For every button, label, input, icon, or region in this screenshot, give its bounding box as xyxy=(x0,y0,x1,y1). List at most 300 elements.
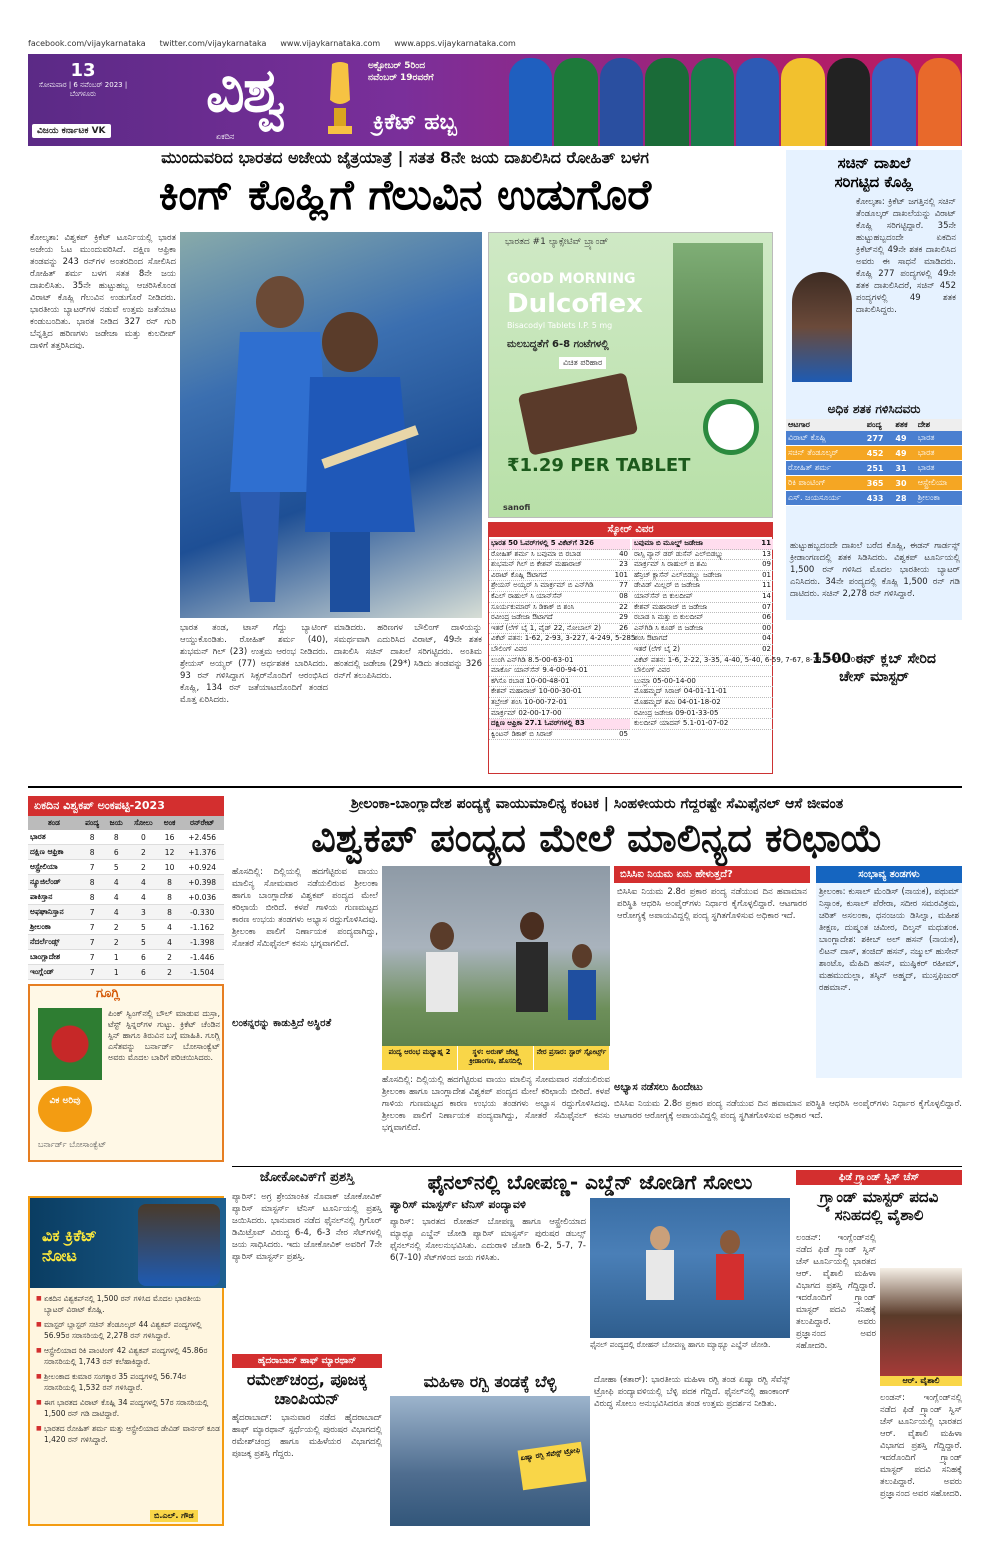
standings-cell: ಪಾಕಿಸ್ತಾನ xyxy=(28,890,80,905)
standings-cell: -1.504 xyxy=(180,965,224,980)
scorecard-row xyxy=(489,687,630,698)
bopanna-body: ಪ್ಯಾರಿಸ್: ಭಾರತದ ರೋಹನ್ ಬೋಪಣ್ಣ ಹಾಗೂ ಆಸ್ಟ್ರೇಲಿಯಾದ ಮ್ಯಾಥ್ಯೂ ಎಬ್ಡೆನ್ ಜೋಡಿ ಪ್ಯಾರಿಸ್ ಮಾಸ್ಟರ್ಸ್ ಪುರುಷರ ಡಬಲ್ಸ್ ಫೈನಲ್‌ನಲ್ಲಿ ಸೋಲನುಭವಿಸಿತು. ಎದುರಾಳಿ ಜೋಡಿ 6-2, 5-7, 7-6(7-10) ಸೆಟ್‌ಗಳಿಂದ ಜಯ ಗಳಿಸಿತು. xyxy=(390,1217,586,1263)
standings-cell: -1.162 xyxy=(180,920,224,935)
scorecard-runs: 77 xyxy=(619,581,628,590)
standings-row xyxy=(28,965,224,980)
standings-cell: 7 xyxy=(80,905,105,920)
sachin-record-title: ಸಚಿನ್ ದಾಖಲೆ ಸರಿಗಟ್ಟಿದ ಕೊಹ್ಲಿ xyxy=(834,154,914,191)
standings-cell: 4 xyxy=(104,890,127,905)
googli-body: ಪಿಂಕ್ ಸ್ವಿಂಗ್‌ನಲ್ಲಿ ಬೌಲ್ ಮಾಡುವ ದುಸ್ರಾ, ಟೆಸ್ಟ್ ಸ್ಪಿನ್ನರ್‌ಗಳ ಗುಟ್ಟು. ಕ್ರಿಕೆಟ್ ಚೆಂಡಿನ ಸ್ಪಿನ್ ಹಾಗೂ ತಿರುವಿನ ಬಗ್ಗೆ ಮಾಹಿತಿ. ಗೂಗ್ಲಿ ಎಸೆತವನ್ನು ಬರ್ನಾರ್ಡ್ ಬೋಸಾಂಕ್ವೆಟ್ ಅವರು ಮೊದಲ ಬಾರಿಗೆ ಪರಿಚಯಿಸಿದರು. xyxy=(108,1009,220,1062)
fide-body: ಲಂಡನ್: ಇಂಗ್ಲೆಂಡ್‌ನಲ್ಲಿ ನಡೆದ ಫಿಡೆ ಗ್ರ್ಯಾಂಡ್ ಸ್ವಿಸ್ ಚೆಸ್ ಟೂರ್ನಿಯಲ್ಲಿ ಭಾರತದ ಆರ್. ವೈಶಾಲಿ ಮಹಿಳಾ ವಿಭಾಗದ ಪ್ರಶಸ್ತಿ ಗೆದ್ದಿದ್ದಾರೆ. ಇದರೊಂದಿಗೆ ಗ್ರ್ಯಾಂಡ್ ಮಾಸ್ಟರ್ ಪದವಿ ಸನಿಹಕ್ಕೆ ತಲುಪಿದ್ದಾರೆ. ಅವರು ಪ್ರಜ್ಞಾನಂದ ಅವರ ಸಹೋದರಿ. xyxy=(796,1233,876,1351)
standings-cell: 5 xyxy=(128,935,159,950)
scorecard-row xyxy=(489,550,630,561)
standings-cell: ಆಸ್ಟ್ರೇಲಿಯಾ xyxy=(28,860,80,875)
centuries-cell: ವಿರಾಟ್ ಕೊಹ್ಲಿ xyxy=(786,431,865,446)
centuries-row xyxy=(786,461,962,476)
scorecard-entry: ಕೇಶವ್ ಮಹಾರಾಜ್ 10-00-30-01 xyxy=(491,687,582,696)
scorecard-row xyxy=(489,666,630,677)
scorecard-entry: ಮೊಹಮ್ಮದ್ ಸಿರಾಜ್ 04-01-11-01 xyxy=(634,687,728,696)
scorecard-runs: 05 xyxy=(619,729,628,738)
most-centuries-table xyxy=(786,400,962,506)
player-figure xyxy=(872,58,915,146)
googli-title: ಗೂಗ್ಲಿ xyxy=(96,986,120,1001)
social-links xyxy=(28,36,516,50)
standings-cell: 7 xyxy=(80,920,105,935)
scorecard-entry: ಮೊಹಮ್ಮದ್ ಶಮಿ 04-01-18-02 xyxy=(634,697,721,706)
caption-venue: ಸ್ಥಳ: ಅರುಣ್ ಜೇಟ್ಲಿ ಕ್ರೀಡಾಂಗಣ, ಹೊಸದಿಲ್ಲಿ xyxy=(458,1046,534,1070)
scorecard-entry: ಮಾರ್ಕೊ ಯಾನ್‌ಸೆನ್ 9.4-00-94-01 xyxy=(491,666,588,675)
tennis-photo xyxy=(590,1198,790,1338)
standings-cell: 8 xyxy=(80,845,105,860)
bcci-rule-body: ಬಿಸಿಸಿಐ ನಿಯಮ 2.8ರ ಪ್ರಕಾರ ಪಂದ್ಯ ನಡೆಯುವ ದಿನ ಹವಾಮಾನ ಪರಿಸ್ಥಿತಿ ಆಧರಿಸಿ ಅಂಪೈರ್‌ಗಳು ನಿರ್ಧಾರ ಕೈಗೊಳ್ಳಲಿದ್ದಾರೆ. ಆಟಗಾರರ ಆರೋಗ್ಯಕ್ಕೆ ಅಪಾಯವಿದ್ದಲ್ಲಿ ಪಂದ್ಯ ಸ್ಥಗಿತಗೊಳಿಸುವ ಅಧಿಕಾರ ಇದೆ. xyxy=(617,887,807,921)
standings-row xyxy=(28,830,224,845)
scorecard-runs: 40 xyxy=(619,549,628,558)
ad-tagline: ಮಲಬದ್ಧತೆಗೆ 6-8 ಗಂಟೆಗಳಲ್ಲಿ xyxy=(507,339,609,350)
scorecard-entry: ಮಾರ್ಕ್ರಮ್ 02-00-17-00 xyxy=(491,708,562,717)
player-figure xyxy=(918,58,961,146)
scorecard-entry: ಶ್ರೇಯಸ್ ಅಯ್ಯರ್ ಸಿ ಮಾರ್ಕ್ರಮ್ ಬಿ ಎನ್‌ಗಿಡಿ xyxy=(491,581,594,590)
centuries-row xyxy=(786,491,962,506)
caption-match-start: ಪಂದ್ಯ ಆರಂಭ ಮಧ್ಯಾಹ್ನ 2 xyxy=(382,1046,458,1070)
standings-cell: 4 xyxy=(159,935,180,950)
scorecard-row xyxy=(632,624,773,635)
player-figure xyxy=(827,58,870,146)
standings-row xyxy=(28,950,224,965)
scorecard-row xyxy=(632,719,773,730)
standings-cell: +0.398 xyxy=(180,875,224,890)
points-table xyxy=(28,796,224,980)
scorecard-entry: ವಿಕೆಟ್ ಪತನ: 1-6, 2-22, 3-35, 4-40, 5-40, 6-59, 7-67, 8-79, 9-79, 10-83 xyxy=(634,655,867,664)
player-figure xyxy=(691,58,734,146)
ad-price: ₹1.29 PER TABLET xyxy=(507,455,691,476)
scorecard-row xyxy=(489,603,630,614)
fide-tag: ಫಿಡೆ ಗ್ರ್ಯಾಂಡ್ ಸ್ವಿಸ್ ಚೆಸ್ xyxy=(796,1170,962,1185)
standings-cell: 8 xyxy=(80,830,105,845)
scorecard-runs: 11 xyxy=(762,581,771,590)
standings-cell: +1.376 xyxy=(180,845,224,860)
centuries-cell: 30 xyxy=(893,476,915,491)
standings-cell: 1 xyxy=(104,965,127,980)
player-figure xyxy=(645,58,688,146)
standings-cell: 5 xyxy=(128,920,159,935)
standings-cell: 8 xyxy=(104,830,127,845)
standings-cell: 8 xyxy=(159,875,180,890)
list-item: ■ ಭಾರತದ ರೋಹಿತ್ ಶರ್ಮ ಮತ್ತು ಆಸ್ಟ್ರೇಲಿಯಾದ ಡೇವಿಡ್ ವಾರ್ನರ್ ಕೂಡ 1,420 ರನ್ ಗಳಿಸಿದ್ದಾರೆ. xyxy=(36,1424,220,1445)
issue-day-number: 13 xyxy=(70,60,96,81)
standings-cell: 4 xyxy=(104,905,127,920)
ad-good-morning: GOOD MORNING xyxy=(507,271,636,287)
facebook-link[interactable]: facebook.com/vijaykarnataka xyxy=(28,38,146,48)
scorecard-entry: ರೋಹಿತ್ ಶರ್ಮ ಸಿ ಬವುಮಾ ಬಿ ರಬಾಡ xyxy=(491,549,581,558)
list-item: ■ ಈಗ ಭಾರತದ ವಿರಾಟ್ ಕೊಹ್ಲಿ 34 ಪಂದ್ಯಗಳಲ್ಲಿ 57ರ ಸರಾಸರಿಯಲ್ಲಿ 1,500 ರನ್ ಗಡಿ ದಾಟಿದ್ದಾರೆ. xyxy=(36,1398,220,1419)
lead-column-1: ಕೋಲ್ಕತಾ: ವಿಶ್ವಕಪ್ ಕ್ರಿಕೆಟ್ ಟೂರ್ನಿಯಲ್ಲಿ ಭಾರತ ಅಜೇಯ ಓಟ ಮುಂದುವರಿಸಿದೆ. ದಕ್ಷಿಣ ಆಫ್ರಿಕಾ ತಂಡವನ್ನು 243 ರನ್‌ಗಳ ಅಂತರದಿಂದ ಸೋಲಿಸಿದ ರೋಹಿತ್ ಶರ್ಮ ಬಳಗ ಸತತ 8ನೇ ಜಯ ದಾಖಲಿಸಿತು. 35ನೇ ಹುಟ್ಟುಹಬ್ಬ ಆಚರಿಸಿಕೊಂಡ ವಿರಾಟ್ ಕೊಹ್ಲಿ ಗೆಲುವಿನ ಉಡುಗೊರೆ ನೀಡಿದರು. ಭಾರತೀಯ ಬ್ಯಾಟರ್‌ಗಳ ನಡುವೆ ಉತ್ತಮ ಜತೆಯಾಟ ಕಂಡುಬಂದಿತು. ಭಾರತ ನೀಡಿದ 327 ರನ್ ಗುರಿ ಬೆನ್ನತ್ತಿದ ಹರಿಣಗಳು ಜಡೇಜಾ ಮತ್ತು ಕುಲದೀಪ್ ದಾಳಿಗೆ ತತ್ತರಿಸಿದವು. xyxy=(30,233,176,351)
centuries-cell: ಭಾರತ xyxy=(916,431,962,446)
centuries-cell: 28 xyxy=(893,491,915,506)
most-centuries-title: ಅಧಿಕ ಶತಕ ಗಳಿಸಿದವರು xyxy=(827,402,921,416)
pollution-body: ಹೊಸದಿಲ್ಲಿ: ದಿಲ್ಲಿಯಲ್ಲಿ ಹದಗೆಟ್ಟಿರುವ ವಾಯು ಮಾಲಿನ್ಯ ಸೋಮವಾರ ನಡೆಯಲಿರುವ ಶ್ರೀಲಂಕಾ ಹಾಗೂ ಬಾಂಗ್ಲಾದೇಶ ವಿಶ್ವಕಪ್ ಪಂದ್ಯದ ಮೇಲೆ ಕರಿಛಾಯೆ ಬೀರಿದೆ. ಕಳಪೆ ಗಾಳಿಯ ಗುಣಮಟ್ಟದ ಕಾರಣ ಉಭಯ ತಂಡಗಳು ಅಭ್ಯಾಸ ರದ್ದುಗೊಳಿಸಿದವು. ಶ್ರೀಲಂಕಾ ಪಾಲಿಗೆ ನಿರ್ಣಾಯಕ ಪಂದ್ಯವಾಗಿದ್ದು, ಸೋತರೆ ಸೆಮಿಫೈನಲ್ ಕನಸು ಭಗ್ನವಾಗಲಿದೆ. xyxy=(232,867,378,949)
col-won: ಜಯ xyxy=(104,816,127,830)
caption-broadcast: ನೇರ ಪ್ರಸಾರ: ಸ್ಟಾರ್ ಸ್ಪೋರ್ಟ್ಸ್ xyxy=(534,1046,610,1070)
player-figure xyxy=(736,58,779,146)
scorecard-entry: ಬೌಲಿಂಗ್ ವಿವರ xyxy=(491,644,527,653)
centuries-table xyxy=(786,419,962,506)
practice-image xyxy=(382,866,610,1046)
standings-cell: ನ್ಯೂಜಿಲೆಂಡ್ xyxy=(28,875,80,890)
scorecard-row xyxy=(489,613,630,624)
tournament-dates: ಅಕ್ಟೋಬರ್ 5ರಿಂದ ನವೆಂಬರ್ 19ರವರೆಗೆ xyxy=(368,61,434,83)
banner-cricket-habba: ಕ್ರಿಕೆಟ್ ಹಬ್ಬ xyxy=(373,110,457,135)
player-figure xyxy=(600,58,643,146)
centuries-cell: 277 xyxy=(865,431,894,446)
brand-logo-icon xyxy=(703,399,759,455)
col-centuries: ಶತಕ xyxy=(893,419,915,431)
standings-cell: -0.330 xyxy=(180,905,224,920)
standings-row xyxy=(28,920,224,935)
scorecard-runs: 14 xyxy=(762,591,771,600)
col-lost: ಸೋಲು xyxy=(128,816,159,830)
scorecard-runs: 09 xyxy=(762,560,771,569)
scorecard-row xyxy=(489,592,630,603)
scorecard-entry: ಡೇವಿಡ್ ಮಿಲ್ಲರ್ ಬಿ ಜಡೇಜಾ xyxy=(634,581,701,590)
cricket-nota-title: ವಿಕ ಕ್ರಿಕೆಟ್ ನೋಟ xyxy=(42,1226,97,1265)
scorecard-row xyxy=(632,634,773,645)
scorecard-row xyxy=(489,539,630,550)
standings-cell: 8 xyxy=(159,905,180,920)
standings-cell: 4 xyxy=(128,890,159,905)
scorecard-row xyxy=(489,677,630,688)
scorecard-entry: ಇತರೆ (ಲೆಗ್ ಬೈ 1, ವೈಡ್ 22, ನೋಬಾಲ್ 2) xyxy=(491,623,602,632)
scorecard-entry: ಬವುಮಾ ಬಿ ಮೂಲ್ಡ್ ಜಡೇಜಾ xyxy=(634,539,703,547)
ad-brand-line: ಭಾರತದ #1 ಲ್ಯಾಕ್ಸೇಟಿವ್ ಬ್ರ್ಯಾಂಡ್ xyxy=(505,237,609,247)
scorecard-entry: ಶಂಸಿ ಔಟಾಗದೆ xyxy=(634,634,668,643)
tennis-image xyxy=(590,1198,790,1338)
standings-cell: 7 xyxy=(80,860,105,875)
standings-cell: 2 xyxy=(159,965,180,980)
standings-cell: 7 xyxy=(80,965,105,980)
scorecard-row xyxy=(489,645,630,656)
players-masks-photo xyxy=(382,866,610,1070)
centuries-cell: ಭಾರತ xyxy=(916,446,962,461)
paper-logo: ವಿಜಯ ಕರ್ನಾಟಕ VK xyxy=(32,124,111,138)
lead-kicker: ಮುಂದುವರಿದ ಭಾರತದ ಅಜೇಯ ಜೈತ್ರಯಾತ್ರೆ | ಸತತ 8ನೇ ಜಯ ದಾಖಲಿಸಿದ ರೋಹಿತ್ ಬಳಗ xyxy=(161,148,649,167)
cricket-nota-credit: ಬಿ.ಎಲ್. ಗೌಡ xyxy=(150,1510,198,1522)
lead-column-3: ಭಾರತ ತಂಡ, ಟಾಸ್ ಗೆದ್ದು ಬ್ಯಾಟಿಂಗ್ ಆಯ್ದುಕೊಂಡಿತು. ರೋಹಿತ್ ಶರ್ಮ (40), ಶುಭಮನ್ ಗಿಲ್ (23) ಉತ್ತಮ ಆರಂಭ ನೀಡಿದರು. ಶ್ರೇಯಸ್ ಅಯ್ಯರ್ (77) ಅರ್ಧಶತಕ ಬಾರಿಸಿದರು. 93 ರನ್ ಗಳಿಸಿದ್ದಾಗ ಸಿಕ್ಸರ್‌ನೊಂದಿಗೆ ಆರಂಭಿಸಿದ ಕೊಹ್ಲಿ, 134 ರನ್ ಜತೆಯಾಟದೊಂದಿಗೆ ತಂಡದ ಮೊತ್ತ ಏರಿಸಿದರು. xyxy=(180,623,328,705)
scorecard-right-column xyxy=(632,539,867,730)
vaishali-photo xyxy=(880,1268,962,1386)
scorecard-row xyxy=(489,634,636,645)
scorecard-row xyxy=(632,571,773,582)
section-divider xyxy=(232,1166,962,1167)
dulcoflex-advertisement[interactable] xyxy=(488,232,773,518)
scorecard-runs: 29 xyxy=(619,613,628,622)
standings-row xyxy=(28,860,224,875)
ad-tagline-2: ವಿಚಿತ ಪರಿಹಾರ xyxy=(559,357,606,369)
tablet-strip-image xyxy=(518,372,638,456)
ad-product-sub: Bisacodyl Tablets I.P. 5 mg xyxy=(507,321,613,330)
scorecard-entry: ಎನ್‌ಗಿಡಿ ಸಿ ಕೂಡ್ ಬಿ ಜಡೇಜಾ xyxy=(634,623,704,632)
standings-cell: ಇಂಗ್ಲೆಂಡ್ xyxy=(28,965,80,980)
standings-row xyxy=(28,875,224,890)
standings-cell: 8 xyxy=(80,875,105,890)
col-played: ಪಂದ್ಯ xyxy=(80,816,105,830)
pollution-subhead: ಲಂಕನ್ನರನ್ನು ಕಾಡುತ್ತಿದೆ ಅಸ್ಥಿರತೆ xyxy=(232,1018,332,1029)
rugby-body: ದೋಹಾ (ಕತಾರ್): ಭಾರತೀಯ ಮಹಿಳಾ ರಗ್ಬಿ ತಂಡ ಏಷ್ಯಾ ರಗ್ಬಿ ಸೆವೆನ್ಸ್ ಟ್ರೋಫಿ ಪಂದ್ಯಾವಳಿಯಲ್ಲಿ ಬೆಳ್ಳಿ ಪದಕ ಗೆದ್ದಿದೆ. ಫೈನಲ್‌ನಲ್ಲಿ ಹಾಂಕಾಂಗ್ ವಿರುದ್ಧ ಸೋಲು ಅನುಭವಿಸಿದರೂ ತಂಡ ಉತ್ತಮ ಪ್ರದರ್ಶನ ನೀಡಿತು. xyxy=(594,1375,790,1409)
scorecard-entry: ಸೂರ್ಯಕುಮಾರ್ ಸಿ ಡಿಕಾಕ್ ಬಿ ಶಂಸಿ xyxy=(491,602,575,611)
list-item: ■ ಶ್ರೀಲಂಕಾದ ಕುಮಾರ ಸಂಗಕ್ಕಾರ 35 ಪಂದ್ಯಗಳಲ್ಲಿ 56.74ರ ಸರಾಸರಿಯಲ್ಲಿ 1,532 ರನ್ ಗಳಿಸಿದ್ದಾರೆ. xyxy=(36,1372,220,1393)
pollution-headline: ವಿಶ್ವಕಪ್ ಪಂದ್ಯದ ಮೇಲೆ ಮಾಲಿನ್ಯದ ಕರಿಛಾಯೆ xyxy=(311,815,883,860)
standings-row xyxy=(28,935,224,950)
standings-cell: 4 xyxy=(128,875,159,890)
standings-cell: ಬಾಂಗ್ಲಾದೇಶ xyxy=(28,950,80,965)
hyderabad-tag: ಹೈದರಾಬಾದ್ ಹಾಫ್ ಮ್ಯಾರಥಾನ್ xyxy=(232,1354,382,1368)
practice-subhead: ಅಭ್ಯಾಸ ನಡೆಸಲು ಹಿಂದೇಟು xyxy=(614,1082,703,1093)
scorecard-entry: ಬೌಲಿಂಗ್ ವಿವರ xyxy=(634,666,670,675)
standings-cell: 2 xyxy=(128,860,159,875)
scorecard-row xyxy=(489,709,630,720)
scorecard-entry: ಕೆಎಲ್ ರಾಹುಲ್ ಸಿ ಯಾನ್‌ಸೆನ್ xyxy=(491,591,563,600)
bopanna-subhead: ಪ್ಯಾರಿಸ್ ಮಾಸ್ಟರ್ಸ್ ಟೆನಿಸ್ ಪಂದ್ಯಾವಳಿ xyxy=(390,1198,526,1211)
list-item: ■ ಏಕದಿನ ವಿಶ್ವಕಪ್‌ನಲ್ಲಿ 1,500 ರನ್ ಗಳಿಸಿದ ಮೊದಲ ಭಾರತೀಯ ಬ್ಯಾಟರ್ ವಿರಾಟ್ ಕೊಹ್ಲಿ. xyxy=(36,1294,220,1315)
batsmen-image xyxy=(180,232,482,618)
scorecard-row xyxy=(632,560,773,571)
standings-cell: 3 xyxy=(128,905,159,920)
cricket-nota-header xyxy=(30,1198,226,1288)
scorecard-title: ಸ್ಕೋರ್ ವಿವರ xyxy=(489,523,772,537)
scorecard-entry: ರವೀಂದ್ರ ಜಡೇಜಾ 09-01-33-05 xyxy=(634,708,719,717)
section-divider xyxy=(28,786,962,788)
scorecard-runs: 11 xyxy=(761,539,771,547)
googli-box xyxy=(28,984,224,1162)
standings-cell: 4 xyxy=(159,920,180,935)
standings-cell: 7 xyxy=(80,950,105,965)
standings-cell: 8 xyxy=(159,890,180,905)
photo-captions xyxy=(382,1046,610,1070)
world-cup-banner xyxy=(28,54,962,146)
cricket-ball-image xyxy=(38,1008,102,1080)
scorecard-row xyxy=(489,560,630,571)
googli-credit: ಬರ್ನಾರ್ಡ್ ಬೋಸಾಂಕ್ವೆಟ್ xyxy=(38,1140,107,1149)
scorecard-row xyxy=(632,613,773,624)
scorecard xyxy=(488,522,867,774)
probable-teams-title: ಸಂಭಾವ್ಯ ತಂಡಗಳು xyxy=(816,866,962,883)
twitter-link[interactable]: twitter.com/vijaykarnataka xyxy=(159,38,267,48)
standings-cell: 10 xyxy=(159,860,180,875)
scorecard-row xyxy=(489,624,630,635)
issue-date xyxy=(38,60,128,99)
centuries-cell: ರಿಕಿ ಪಾಂಟಿಂಗ್ xyxy=(786,476,865,491)
vaishali-caption: ಆರ್. ವೈಶಾಲಿ xyxy=(880,1376,962,1386)
centuries-cell: ಶ್ರೀಲಂಕಾ xyxy=(916,491,962,506)
scorecard-entry: ರಬಾಡ ಸಿ ಮತ್ತು ಬಿ ಕುಲದೀಪ್ xyxy=(634,613,704,622)
standings-cell: 8 xyxy=(80,890,105,905)
scorecard-entry: ಇತರೆ (ಲೆಗ್ ಬೈ 2) xyxy=(634,644,680,653)
centuries-cell: 433 xyxy=(865,491,894,506)
standings-cell: 2 xyxy=(128,845,159,860)
centuries-row xyxy=(786,431,962,446)
scorecard-row xyxy=(489,656,630,667)
scorecard-row xyxy=(632,655,867,667)
scorecard-row xyxy=(632,645,773,656)
scorecard-runs: 04 xyxy=(762,634,771,643)
centuries-cell: ಸಚಿನ್ ತೆಂಡೂಲ್ಕರ್ xyxy=(786,446,865,461)
scorecard-entry: ಹೆನ್ರಿಚ್ ಕ್ಲಾಸೆನ್ ಎಲ್‌ಬಿಡಬ್ಲ್ಯು ಜಡೇಜಾ xyxy=(634,570,722,579)
standings-cell: +2.456 xyxy=(180,830,224,845)
scorecard-entry: ಕುಲದೀಪ್ ಯಾದವ್ 5.1-01-07-02 xyxy=(634,719,729,728)
scorecard-row xyxy=(489,581,630,592)
scorecard-entry: ಕ್ವಿಂಟನ್ ಡಿಕಾಕ್ ಬಿ ಸಿರಾಜ್ xyxy=(491,729,554,738)
standings-cell: 2 xyxy=(104,920,127,935)
scorecard-runs: 00 xyxy=(762,623,771,632)
hyderabad-body: ಹೈದರಾಬಾದ್: ಭಾನುವಾರ ನಡೆದ ಹೈದರಾಬಾದ್ ಹಾಫ್ ಮ್ಯಾರಥಾನ್ ಸ್ಪರ್ಧೆಯಲ್ಲಿ ಪುರುಷರ ವಿಭಾಗದಲ್ಲಿ ರಮೇಶ್‌ಚಂದ್ರ ಹಾಗೂ ಮಹಿಳೆಯರ ವಿಭಾಗದಲ್ಲಿ ಪೂಜಕ್ಕ ಪ್ರಶಸ್ತಿ ಗೆದ್ದರು. xyxy=(232,1413,382,1459)
player-figure xyxy=(509,58,552,146)
rugby-title: ಮಹಿಳಾ ರಗ್ಬಿ ತಂಡಕ್ಕೆ ಬೆಳ್ಳಿ xyxy=(423,1372,557,1391)
lead-column-4: ಮಾಡಿದರು. ಹರಿಣಗಳ ಬೌಲಿಂಗ್ ದಾಳಿಯನ್ನು ಸಮರ್ಥವಾಗಿ ಎದುರಿಸಿದ ವಿರಾಟ್, 49ನೇ ಶತಕ ದಾಖಲಿಸಿ ಸಚಿನ್ ದಾಖಲೆ ಸರಿಗಟ್ಟಿದರು. ಅಂತಿಮ ಹಂತದಲ್ಲಿ ಜಡೇಜಾ (29*) ಸಿಡಿದು ತಂಡವನ್ನು 326 ರನ್‌ಗೆ ತಲುಪಿಸಿದರು. xyxy=(334,623,482,681)
standings-cell: 12 xyxy=(159,845,180,860)
bcci-body-cont: ಬಿಸಿಸಿಐ ನಿಯಮ 2.8ರ ಪ್ರಕಾರ ಪಂದ್ಯ ನಡೆಯುವ ದಿನ ಹವಾಮಾನ ಪರಿಸ್ಥಿತಿ ಆಧರಿಸಿ ಅಂಪೈರ್‌ಗಳು ನಿರ್ಧಾರ ಕೈಗೊಳ್ಳಲಿದ್ದಾರೆ. ಆಟಗಾರರ ಆರೋಗ್ಯಕ್ಕೆ ಅಪಾಯವಿದ್ದಲ್ಲಿ ಪಂದ್ಯ ಸ್ಥಗಿತಗೊಳಿಸುವ ಅಧಿಕಾರ ಇದೆ. xyxy=(614,1099,962,1121)
scorecard-runs: 22 xyxy=(619,602,628,611)
centuries-cell: 365 xyxy=(865,476,894,491)
banner-ekadina: ಏಕದಿನ xyxy=(216,132,235,141)
centuries-cell: 251 xyxy=(865,461,894,476)
sachin-record-body: ಕೋಲ್ಕತಾ: ಕ್ರಿಕೆಟ್ ಜಗತ್ತಿನಲ್ಲಿ ಸಚಿನ್ ತೆಂಡೂಲ್ಕರ್ ದಾಖಲೆಯನ್ನು ವಿರಾಟ್ ಕೊಹ್ಲಿ ಸರಿಗಟ್ಟಿದ್ದಾರೆ. 35ನೇ ಹುಟ್ಟುಹಬ್ಬದಂದೇ ಏಕದಿನ ಕ್ರಿಕೆಟ್‌ನಲ್ಲಿ 49ನೇ ಶತಕ ದಾಖಲಿಸಿದ ಅವರು ಈ ಸಾಧನೆ ಮಾಡಿದರು. ಕೊಹ್ಲಿ 277 ಪಂದ್ಯಗಳಲ್ಲಿ 49ನೇ ಶತಕ ದಾಖಲಿಸಿದರೆ, ಸಚಿನ್ 452 ಪಂದ್ಯಗಳಲ್ಲಿ 49 ಶತಕ ದಾಖಲಿಸಿದ್ದರು. xyxy=(856,197,956,315)
scorecard-row xyxy=(632,709,773,720)
scorecard-entry: ಮಾರ್ಕ್ರಮ್ ಸಿ ರಾಹುಲ್ ಬಿ ಶಮಿ xyxy=(634,560,708,569)
col-matches: ಪಂದ್ಯ xyxy=(865,419,894,431)
centuries-cell: 49 xyxy=(893,431,915,446)
jokovic-story xyxy=(232,1170,382,1349)
bopanna-title: ಫೈನಲ್‌ನಲ್ಲಿ ಬೋಪಣ್ಣ- ಎಬ್ಡೆನ್ ಜೋಡಿಗೆ ಸೋಲು xyxy=(427,1170,753,1194)
standings-table xyxy=(28,816,224,980)
scorecard-row xyxy=(489,571,630,582)
player-figure xyxy=(554,58,597,146)
standings-cell: ನೆದರ್ಲೆಂಡ್ಸ್ xyxy=(28,935,80,950)
ad-woman-image xyxy=(673,243,763,383)
centuries-cell: 49 xyxy=(893,446,915,461)
standings-cell: 6 xyxy=(128,950,159,965)
kohli-iyer-photo xyxy=(180,232,482,618)
standings-cell: 2 xyxy=(104,935,127,950)
standings-row xyxy=(28,845,224,860)
scorecard-row xyxy=(632,698,773,709)
trophy-icon xyxy=(320,60,360,140)
scorecard-row xyxy=(632,666,773,677)
col-country: ದೇಶ xyxy=(916,419,962,431)
centuries-cell: ಎಸ್. ಜಯಸೂರ್ಯ xyxy=(786,491,865,506)
rugby-trophy-badge: ಏಷ್ಯಾ ರಗ್ಬಿ ಸೆವೆನ್ಸ್ ಟ್ರೋಫಿ xyxy=(518,1442,587,1491)
scorecard-entry: ರಾಸ್ಸಿ ವ್ಯಾನ್ ಡರ್ ಡುಸೆನ್ ಎಲ್‌ಬಿಡಬ್ಲ್ಯು xyxy=(634,549,725,558)
scorecard-entry: ರವೀಂದ್ರ ಜಡೇಜಾ ಔಟಾಗದೆ xyxy=(491,613,553,622)
scorecard-runs: 01 xyxy=(762,570,771,579)
scorecard-entry: ಕಗಿಸೊ ರಬಾಡ 10-00-48-01 xyxy=(491,676,570,685)
cricket-nota-list xyxy=(36,1294,220,1450)
standings-cell: 4 xyxy=(104,875,127,890)
scorecard-entry: ಶುಭಮನ್ ಗಿಲ್ ಬಿ ಕೇಶವ್ ಮಹಾರಾಜ್ xyxy=(491,560,583,569)
scorecard-row xyxy=(489,719,630,730)
jokovic-title: ಜೋಕೋವಿಕ್‌ಗೆ ಪ್ರಶಸ್ತಿ xyxy=(259,1170,355,1185)
ad-company: sanofi xyxy=(503,503,531,512)
scorecard-runs: 26 xyxy=(619,623,628,632)
centuries-cell: ಭಾರತ xyxy=(916,461,962,476)
hyderabad-title: ರಮೇಶ್‌ಚಂದ್ರ, ಪೂಜಕ್ಕ ಚಾಂಪಿಯನ್ xyxy=(246,1370,368,1408)
scorecard-runs: 101 xyxy=(614,570,628,579)
col-points: ಅಂಕ xyxy=(159,816,180,830)
kohli-portrait xyxy=(792,272,852,382)
centuries-cell: ಆಸ್ಟ್ರೇಲಿಯಾ xyxy=(916,476,962,491)
scorecard-row xyxy=(632,687,773,698)
standings-cell: -1.398 xyxy=(180,935,224,950)
scorecard-runs: 23 xyxy=(619,560,628,569)
standings-cell: ದಕ್ಷಿಣ ಆಫ್ರಿಕಾ xyxy=(28,845,80,860)
centuries-cell: ರೋಹಿತ್ ಶರ್ಮ xyxy=(786,461,865,476)
scorecard-row xyxy=(632,677,773,688)
scorecard-entry: ಭಾರತ 50 ಓವರ್‌ಗಳಲ್ಲಿ 5 ವಿಕೆಟ್‌ಗೆ 326 xyxy=(491,539,594,547)
scorecard-row xyxy=(632,603,773,614)
list-item: ■ ಆಸ್ಟ್ರೇಲಿಯಾದ ರಿಕಿ ಪಾಂಟಿಂಗ್ 42 ವಿಶ್ವಕಪ್ ಪಂದ್ಯಗಳಲ್ಲಿ 45.86ರ ಸರಾಸರಿಯಲ್ಲಿ 1,743 ರನ್ ಕಲೆಹಾಕಿದ್ದಾರೆ. xyxy=(36,1346,220,1367)
standings-cell: ಭಾರತ xyxy=(28,830,80,845)
standings-cell: 16 xyxy=(159,830,180,845)
scorecard-runs: 06 xyxy=(762,613,771,622)
col-team: ತಂಡ xyxy=(28,816,80,830)
standings-row xyxy=(28,890,224,905)
scorecard-runs: 07 xyxy=(762,602,771,611)
standings-cell: 2 xyxy=(159,950,180,965)
standings-cell: +0.924 xyxy=(180,860,224,875)
scorecard-row xyxy=(632,581,773,592)
scorecard-row xyxy=(632,592,773,603)
scorecard-runs: 02 xyxy=(762,644,771,653)
centuries-row xyxy=(786,476,962,491)
scorecard-runs: 13 xyxy=(762,549,771,558)
standings-cell: 6 xyxy=(128,965,159,980)
player-figure xyxy=(781,58,824,146)
standings-cell: ಶ್ರೀಲಂಕಾ xyxy=(28,920,80,935)
list-item: ■ ಮಾಸ್ಟರ್ ಬ್ಲಾಸ್ಟರ್ ಸಚಿನ್ ತೆಂಡೂಲ್ಕರ್ 44 ವಿಶ್ವಕಪ್ ಪಂದ್ಯಗಳಲ್ಲಿ 56.95ರ ಸರಾಸರಿಯಲ್ಲಿ 2,278 ರನ್ ಗಳಿಸಿದ್ದಾರೆ. xyxy=(36,1320,220,1341)
standings-cell: 7 xyxy=(80,935,105,950)
pollution-body-cont: ಹೊಸದಿಲ್ಲಿ: ದಿಲ್ಲಿಯಲ್ಲಿ ಹದಗೆಟ್ಟಿರುವ ವಾಯು ಮಾಲಿನ್ಯ ಸೋಮವಾರ ನಡೆಯಲಿರುವ ಶ್ರೀಲಂಕಾ ಹಾಗೂ ಬಾಂಗ್ಲಾದೇಶ ವಿಶ್ವಕಪ್ ಪಂದ್ಯದ ಮೇಲೆ ಕರಿಛಾಯೆ ಬೀರಿದೆ. ಕಳಪೆ ಗಾಳಿಯ ಗುಣಮಟ್ಟದ ಕಾರಣ ಉಭಯ ತಂಡಗಳು ಅಭ್ಯಾಸ ರದ್ದುಗೊಳಿಸಿದವು. ಶ್ರೀಲಂಕಾ ಪಾಲಿಗೆ ನಿರ್ಣಾಯಕ ಪಂದ್ಯವಾಗಿದ್ದು, ಸೋತರೆ ಸೆಮಿಫೈನಲ್ ಕನಸು ಭಗ್ನವಾಗಲಿದೆ. xyxy=(382,1075,610,1133)
cricket-nota-box xyxy=(28,1196,224,1526)
centuries-cell: 31 xyxy=(893,461,915,476)
points-table-title: ಏಕದಿನ ವಿಶ್ವಕಪ್ ಅಂಕಪಟ್ಟಿ-2023 xyxy=(28,796,224,816)
scorecard-runs: 08 xyxy=(619,591,628,600)
col-player: ಆಟಗಾರ xyxy=(786,419,865,431)
centuries-cell: 452 xyxy=(865,446,894,461)
standings-cell: 6 xyxy=(104,845,127,860)
standings-cell: -1.446 xyxy=(180,950,224,965)
standings-cell: ಅಫಘಾನಿಸ್ತಾನ xyxy=(28,905,80,920)
rugby-team-photo xyxy=(390,1396,590,1526)
scorecard-entry: ಬುಮ್ರಾ 05-00-14-00 xyxy=(634,676,696,685)
tennis-caption: ಫೈನಲ್ ಪಂದ್ಯದಲ್ಲಿ ರೋಹನ್ ಬೋಪಣ್ಣ ಹಾಗೂ ಮ್ಯಾಥ್ಯೂ ಎಬ್ಡೆನ್ ಜೋಡಿ. xyxy=(590,1340,771,1349)
probable-teams-box xyxy=(816,866,962,1078)
lead-headline: ಕಿಂಗ್ ಕೊಹ್ಲಿಗೆ ಗೆಲುವಿನ ಉಡುಗೊರೆ xyxy=(158,170,652,219)
website-link[interactable]: www.vijaykarnataka.com xyxy=(280,38,381,48)
chase-master-body: ಹುಟ್ಟುಹಬ್ಬದಂದೇ ದಾಖಲೆ ಬರೆದ ಕೊಹ್ಲಿ, ಈಡನ್ ಗಾರ್ಡನ್ಸ್ ಕ್ರೀಡಾಂಗಣದಲ್ಲಿ ಶತಕ ಸಿಡಿಸಿದರು. ವಿಶ್ವಕಪ್ ಟೂರ್ನಿಯಲ್ಲಿ 1,500 ರನ್ ಗಳಿಸಿದ ಮೊದಲ ಭಾರತೀಯ ಬ್ಯಾಟರ್ ಎನಿಸಿದರು. 34ನೇ ಪಂದ್ಯದಲ್ಲಿ ಕೊಹ್ಲಿ 1,500 ರನ್ ಗಡಿ ದಾಟಿದರು. ಸಚಿನ್ 2,278 ರನ್ ಗಳಿಸಿದ್ದಾರೆ. xyxy=(790,541,960,599)
standings-cell: 0 xyxy=(128,830,159,845)
scorecard-entry: ಲುಂಗಿ ಎನ್‌ಗಿಡಿ 8.5-00-63-01 xyxy=(491,655,574,664)
col-nrr: ರನ್‌ರೇಟ್ xyxy=(180,816,224,830)
fide-body-cont: ಲಂಡನ್: ಇಂಗ್ಲೆಂಡ್‌ನಲ್ಲಿ ನಡೆದ ಫಿಡೆ ಗ್ರ್ಯಾಂಡ್ ಸ್ವಿಸ್ ಚೆಸ್ ಟೂರ್ನಿಯಲ್ಲಿ ಭಾರತದ ಆರ್. ವೈಶಾಲಿ ಮಹಿಳಾ ವಿಭಾಗದ ಪ್ರಶಸ್ತಿ ಗೆದ್ದಿದ್ದಾರೆ. ಇದರೊಂದಿಗೆ ಗ್ರ್ಯಾಂಡ್ ಮಾಸ್ಟರ್ ಪದವಿ ಸನಿಹಕ್ಕೆ ತಲುಪಿದ್ದಾರೆ. ಅವರು ಪ್ರಜ್ಞಾನಂದ ಅವರ ಸಹೋದರಿ. xyxy=(880,1393,962,1499)
jokovic-body: ಪ್ಯಾರಿಸ್: ಅಗ್ರ ಶ್ರೇಯಾಂಕಿತ ನೊವಾಕ್ ಜೋಕೋವಿಕ್ ಪ್ಯಾರಿಸ್ ಮಾಸ್ಟರ್ಸ್ ಟೆನಿಸ್ ಟೂರ್ನಿಯಲ್ಲಿ ಪ್ರಶಸ್ತಿ ಜಯಿಸಿದರು. ಭಾನುವಾರ ನಡೆದ ಫೈನಲ್‌ನಲ್ಲಿ ಗ್ರಿಗೊರ್ ಡಿಮಿಟ್ರೊವ್ ವಿರುದ್ಧ 6-4, 6-3 ನೇರ ಸೆಟ್‌ಗಳಲ್ಲಿ ಜಯ ಸಾಧಿಸಿದರು. ಇದು ಜೋಕೋವಿಕ್ ಅವರಿಗೆ 7ನೇ ಪ್ಯಾರಿಸ್ ಮಾಸ್ಟರ್ಸ್ ಪ್ರಶಸ್ತಿ. xyxy=(232,1192,382,1262)
scorecard-row xyxy=(489,730,630,741)
fide-title: ಗ್ರ್ಯಾಂಡ್ ಮಾಸ್ಟರ್ ಪದವಿ ಸನಿಹದಲ್ಲಿ ವೈಶಾಲಿ xyxy=(819,1188,939,1224)
pollution-kicker: ಶ್ರೀಲಂಕಾ-ಬಾಂಗ್ಲಾದೇಶ ಪಂದ್ಯಕ್ಕೆ ವಾಯುಮಾಲಿನ್ಯ ಕಂಟಕ | ಸಿಂಹಳೀಯರು ಗೆದ್ದರಷ್ಟೇ ಸೆಮಿಫೈನಲ್ ಆಸೆ ಜೀವಂತ xyxy=(350,796,844,812)
standings-cell: 5 xyxy=(104,860,127,875)
centuries-row xyxy=(786,446,962,461)
scorecard-left-column xyxy=(489,539,636,740)
scorecard-row xyxy=(632,539,773,550)
sachin-photo xyxy=(138,1204,220,1286)
apps-link[interactable]: www.apps.vijaykarnataka.com xyxy=(394,38,516,48)
